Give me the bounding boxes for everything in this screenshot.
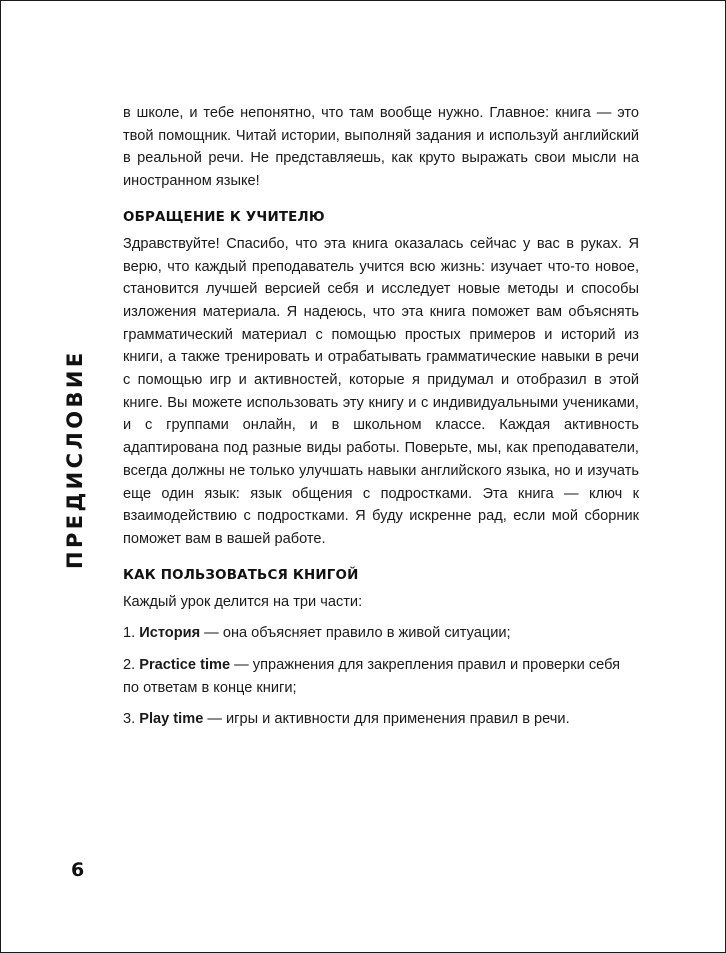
teacher-section-heading: ОБРАЩЕНИЕ К УЧИТЕЛЮ	[123, 209, 325, 225]
list-item-text: — упражнения для закрепления правил и проверки себя по ответам в конце книги;	[123, 657, 621, 696]
list-item-term: История	[139, 625, 201, 642]
list-item	[123, 708, 639, 731]
page-content	[123, 102, 639, 731]
usage-section-heading: КАК ПОЛЬЗОВАТЬСЯ КНИГОЙ	[123, 567, 359, 583]
page-number: 6	[71, 859, 85, 881]
teacher-section-paragraph: Здравствуйте! Спасибо, что эта книга оказалась сейчас у вас в руках. Я верю, что каждый преподаватель учится всю жизнь: изучает что-то новое, становится лучшей версией себя и исследует новые методы и способы изложения материала. Я надеюсь, что эта книга поможет вам объяснять грамматический материал с помощью простых примеров и историй из книги, а также тренировать и отрабатывать грамматические навыки в речи с помощью игр и активностей, которые я придумал и отобразил в этой книге. Вы можете использовать эту книгу и с индивидуальными учениками, и с группами онлайн, и в школьном классе. Каждая активность адаптирована под разные виды работы. Поверьте, мы, как преподаватели, всегда должны не только улучшать навыки английского языка, но и изучать еще один язык: язык общения с подростками. Эта книга — ключ к взаимодействию с подростками. Я буду искренне рад, если мой сборник поможет вам в вашей работе.	[123, 235, 639, 547]
usage-section-intro: Каждый урок делится на три части:	[123, 593, 363, 610]
list-item-number: 1.	[123, 625, 136, 642]
list-item	[123, 622, 639, 645]
list-item-term: Practice time	[139, 657, 231, 674]
list-item-text: — она объясняет правило в живой ситуации;	[200, 625, 511, 642]
list-item-number: 3.	[123, 711, 136, 728]
intro-paragraph: в школе, и тебе непонятно, что там вообще нужно. Главное: книга — это твой помощник. Читай истории, выполняй задания и используй английский в реальной речи. Не представляешь, как круто выражать свои мысли на иностранном языке!	[123, 105, 639, 190]
list-item-number: 2.	[123, 657, 136, 674]
list-item	[123, 654, 639, 699]
list-item-text: — игры и активности для применения правил в речи.	[203, 711, 570, 728]
list-item-term: Play time	[139, 711, 204, 728]
chapter-side-title: ПРЕДИСЛОВИЕ	[63, 349, 87, 569]
